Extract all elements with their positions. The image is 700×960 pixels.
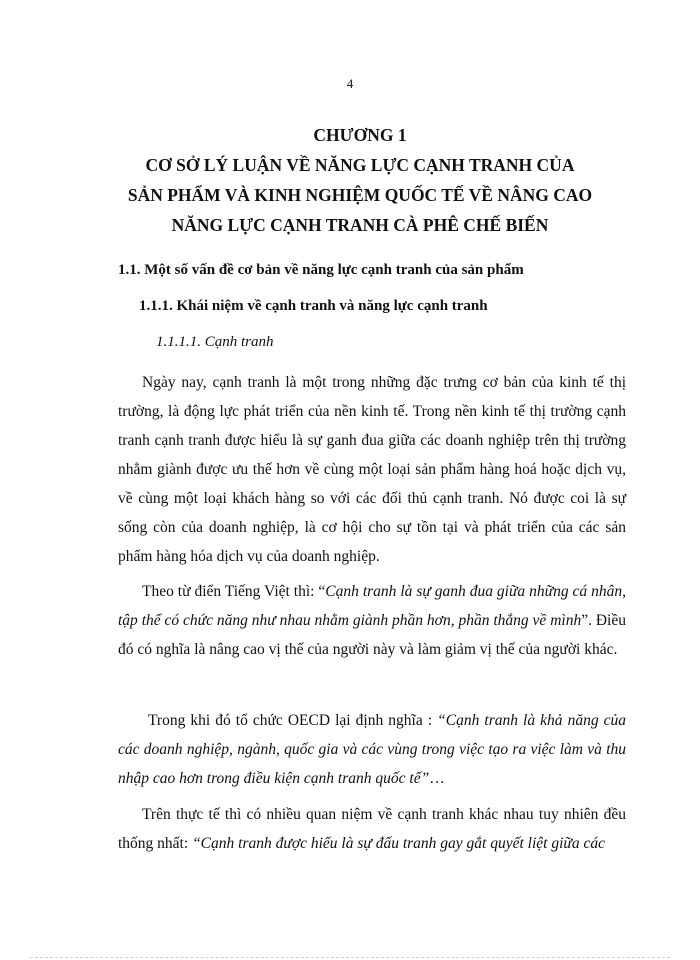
chapter-label: CHƯƠNG 1: [313, 125, 407, 145]
page-number: 4: [346, 76, 354, 91]
paragraph-text: …: [429, 770, 445, 787]
paragraph: Ngày nay, cạnh tranh là một trong những đặc trưng cơ bản của kinh tế thị trường, là động lực phát triển của nền kinh tế. Trong nền kinh tế thị trường cạnh tranh cạnh tranh được hiểu là sự ganh đua giữa các doanh nghiệp trên thị trường nhằm giành được ưu thế hơn về cùng một loại sản phẩm hàng hoá hoặc dịch vụ, về cùng một loại khách hàng so với các đối thủ cạnh tranh. Nó được coi là sự sống còn của doanh nghiệp, là cơ hội cho sự tồn tại và phát triển của các sản phẩm hàng hóa dịch vụ của doanh nghiệp.: [118, 374, 626, 565]
subsubsection-heading: 1.1.1.1. Cạnh tranh: [156, 334, 274, 350]
quote-text: “Cạnh tranh được hiểu là sự đấu tranh gay gắt quyết liệt giữa các: [192, 835, 605, 852]
quote-text: “Cạnh tranh là khả năng của các doanh nghiệp, ngành, quốc gia và các vùng trong việc tạo ra việc làm và thu nhập cao hơn trong điều kiện cạnh tranh quốc tế”: [118, 712, 626, 787]
chapter-title-line: NĂNG LỰC CẠNH TRANH CÀ PHÊ CHẾ BIẾN: [171, 215, 549, 235]
chapter-title-line: CƠ SỞ LÝ LUẬN VỀ NĂNG LỰC CẠNH TRANH CỦA: [145, 155, 575, 175]
subsection-heading: 1.1.1. Khái niệm về cạnh tranh và năng lực cạnh tranh: [139, 298, 488, 314]
paragraph: [118, 577, 626, 664]
paragraph: [118, 800, 626, 858]
chapter-heading: [0, 120, 700, 240]
section-heading: 1.1. Một số vấn đề cơ bản về năng lực cạnh tranh của sản phẩm: [118, 262, 524, 278]
quote-text: Cạnh tranh là sự ganh đua giữa những cá nhân, tập thể có chức năng như nhau nhằm giành phần hơn, phần thắng về mình: [118, 583, 626, 629]
chapter-title-line: SẢN PHẨM VÀ KINH NGHIỆM QUỐC TẾ VỀ NÂNG CAO: [127, 185, 593, 205]
paragraph-text: Theo từ điển Tiếng Việt thì: “: [142, 583, 326, 600]
paragraph-text: Trên thực tế thì có nhiều quan niệm về cạnh tranh khác nhau tuy nhiên đều thống nhất:: [118, 806, 626, 852]
paragraph-text: ”. Điều đó có nghĩa là nâng cao vị thế của người này và làm giảm vị thế của người khác.: [118, 612, 626, 658]
paragraph-text: Trong khi đó tổ chức OECD lại định nghĩa :: [148, 712, 438, 729]
page-divider: [30, 957, 670, 958]
paragraph: [118, 706, 626, 793]
